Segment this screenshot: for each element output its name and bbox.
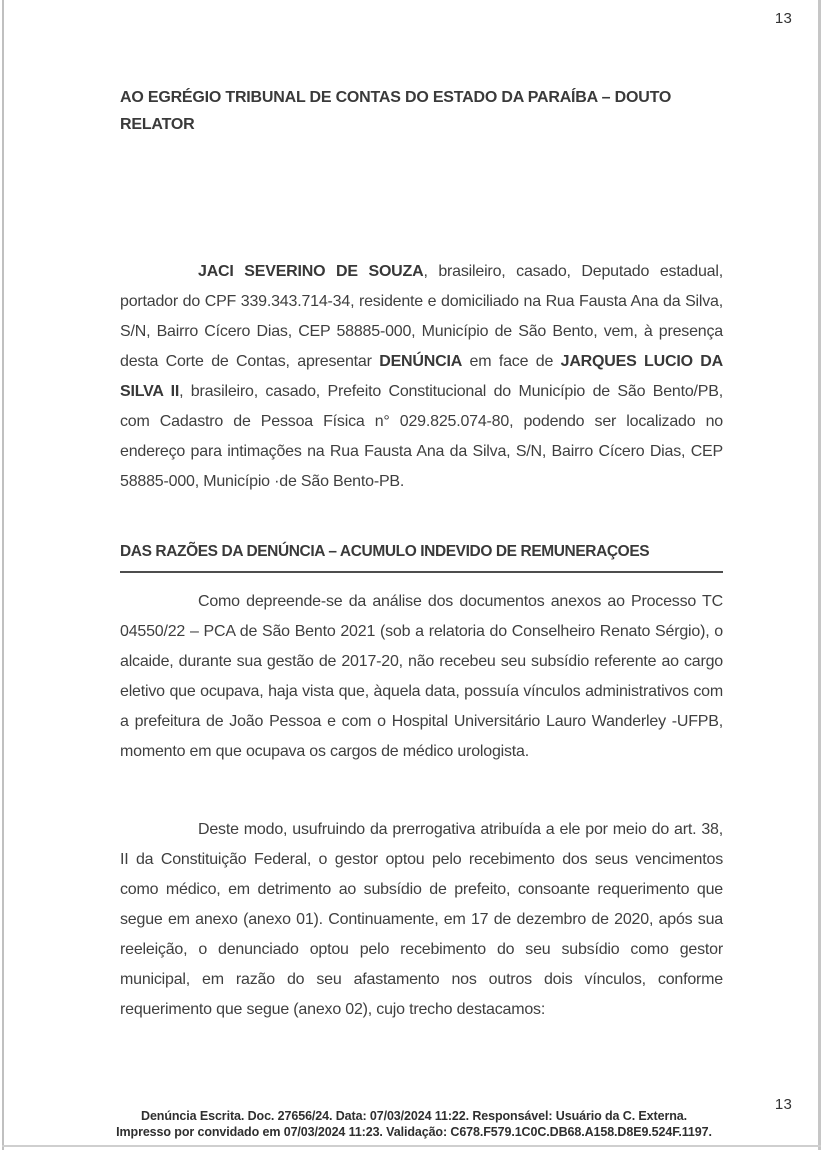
footer-line-2: Impresso por convidado em 07/03/2024 11:23. Validação: C678.F579.1C0C.DB68.A158.D8E9.524F.1197. (116, 1125, 712, 1139)
page-edge-left (2, 0, 4, 1150)
denuncia-term: DENÚNCIA (379, 353, 463, 370)
paragraph-razoes-1: Como depreende-se da análise dos documentos anexos ao Processo TC 04550/22 – PCA de São Bento 2021 (sob a relatoria do Conselheiro Renato Sérgio), o alcaide, durante sua gestão de 2017-20, não recebeu seu subsídio referente ao cargo eletivo que ocupava, haja vista que, àquela data, possuía vínculos administrativos com a prefeitura de João Pessoa e com o Hospital Universitário Lauro Wanderley -UFPB, momento em que ocupava os cargos de médico urologista. (120, 593, 723, 760)
denunciado-name: JARQUES LUCIO DA SILVA II (120, 353, 723, 400)
page-edge-bottom (2, 1145, 821, 1147)
document-footer (0, 1108, 828, 1140)
intro-text-1: , brasileiro, casado, Deputado estadual, portador do CPF 339.343.714-34, residente e domiciliado na Rua Fausta Ana da Silva, S/N, Bairro Cícero Dias, CEP 58885-000, Município de São Bento, vem, à presença desta Corte de Contas, apresentar (120, 263, 723, 370)
title-line-2: RELATOR (120, 116, 195, 133)
paragraph-razoes-2: Deste modo, usufruindo da prerrogativa atribuída a ele por meio do art. 38, II da Constituição Federal, o gestor optou pelo recebimento dos seus vencimentos como médico, em detrimento ao subsídio de prefeito, consoante requerimento que segue em anexo (anexo 01). Continuamente, em 17 de dezembro de 2020, após sua reeleição, o denunciado optou pelo recebimento do seu subsídio como gestor municipal, em razão do seu afastamento nos outros dois vínculos, conforme requerimento que segue (anexo 02), cujo trecho destacamos: (120, 821, 723, 1018)
page-edge-right (818, 0, 821, 1150)
document-title (120, 84, 730, 138)
title-line-1: AO EGRÉGIO TRIBUNAL DE CONTAS DO ESTADO DA PARAÍBA – DOUTO (120, 89, 672, 106)
intro-text-2: em face de (462, 353, 561, 370)
section-heading: DAS RAZÕES DA DENÚNCIA – ACUMULO INDEVIDO DE REMUNERAÇOES (120, 540, 723, 573)
intro-text-3: , brasileiro, casado, Prefeito Constitucional do Município de São Bento/PB, com Cadastro de Pessoa Física n° 029.825.074-80, podendo ser localizado no endereço para intimações na Rua Fausta Ana da Silva, S/N, Bairro Cícero Dias, CEP 58885-000, Município ·de São Bento-PB. (120, 383, 723, 490)
intro-paragraph (120, 257, 723, 497)
denunciante-name: JACI SEVERINO DE SOUZA (198, 263, 424, 280)
footer-line-1: Denúncia Escrita. Doc. 27656/24. Data: 07/03/2024 11:22. Responsável: Usuário da C. Externa. (141, 1109, 687, 1123)
page-number-top: 13 (774, 10, 792, 27)
page-number-bottom: 13 (774, 1096, 792, 1113)
